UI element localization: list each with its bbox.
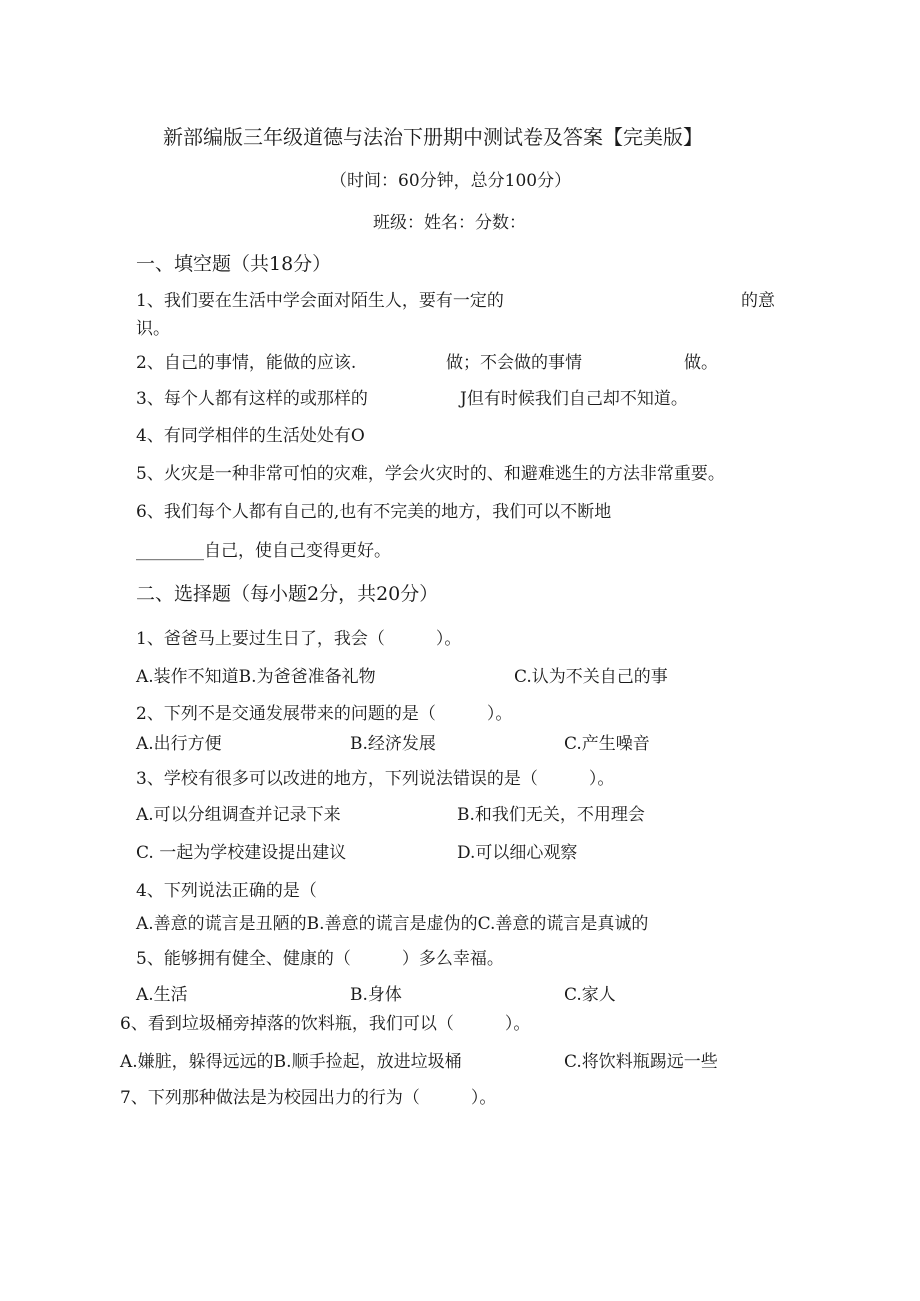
choice-q2-option-c: C.产生噪音 — [564, 734, 650, 754]
choice-q2: 2、下列不是交通发展带来的问题的是（ ）。 — [136, 704, 513, 724]
fill-q5: 5、火灾是一种非常可怕的灾难，学会火灾时的、和避难逃生的方法非常重要。 — [136, 464, 725, 484]
fill-q2-part2: 做；不会做的事情 — [446, 353, 582, 373]
fill-q3-part2: J但有时候我们自己却不知道。 — [460, 389, 688, 409]
choice-q3: 3、学校有很多可以改进的地方，下列说法错误的是（ ）。 — [136, 769, 615, 789]
fill-q6-part2: ________自己，使自己变得更好。 — [136, 541, 391, 561]
fill-q4: 4、有同学相伴的生活处处有O — [136, 426, 365, 446]
choice-q1: 1、爸爸马上要过生日了，我会（ ）。 — [136, 629, 462, 649]
fill-q2-part1: 2、自己的事情，能做的应该. — [136, 353, 357, 373]
choice-q2-option-b: B.经济发展 — [350, 734, 436, 754]
exam-time-info: （时间：60分钟，总分100分） — [330, 171, 572, 191]
choice-q5-option-a: A.生活 — [136, 985, 188, 1005]
fill-q1-part1: 1、我们要在生活中学会面对陌生人，要有一定的 — [136, 291, 504, 311]
choice-q1-options-ab: A.装作不知道B.为爸爸准备礼物 — [136, 667, 376, 687]
choice-q2-option-a: A.出行方便 — [136, 734, 222, 754]
fill-q1-part2: 的意 — [741, 291, 775, 311]
choice-q4: 4、下列说法正确的是（ — [136, 881, 317, 901]
choice-q6-options-ab: A.嫌脏，躲得远远的B.顺手捡起，放进垃圾桶 — [120, 1052, 462, 1072]
fill-q6-part1: 6、我们每个人都有自己的,也有不完美的地方，我们可以不断地 — [136, 502, 612, 522]
student-info-line: 班级：姓名：分数： — [373, 213, 526, 233]
choice-q1-option-c: C.认为不关自己的事 — [514, 667, 668, 687]
fill-q3-part1: 3、每个人都有这样的或那样的 — [136, 389, 368, 409]
choice-q3-option-b: B.和我们无关，不用理会 — [457, 805, 645, 825]
choice-q5-option-b: B.身体 — [350, 985, 402, 1005]
choice-q5: 5、能够拥有健全、健康的（ ）多么幸福。 — [136, 949, 504, 969]
choice-q6: 6、看到垃圾桶旁掉落的饮料瓶，我们可以（ ）。 — [120, 1014, 531, 1034]
choice-q4-options: A.善意的谎言是丑陋的B.善意的谎言是虚伪的C.善意的谎言是真诚的 — [136, 914, 649, 934]
choice-q6-option-c: C.将饮料瓶踢远一些 — [564, 1052, 718, 1072]
fill-q2-part3: 做。 — [684, 353, 718, 373]
choice-q3-option-d: D.可以细心观察 — [457, 843, 578, 863]
page-title: 新部编版三年级道德与法治下册期中测试卷及答案【完美版】 — [163, 125, 703, 149]
choice-q7: 7、下列那种做法是为校园出力的行为（ ）。 — [120, 1088, 497, 1108]
choice-q5-option-c: C.家人 — [564, 985, 616, 1005]
fill-q1-part3: 识。 — [136, 319, 170, 339]
choice-q3-option-a: A.可以分组调查并记录下来 — [136, 805, 341, 825]
section-heading-fill-blank: 一、填空题（共18分） — [136, 253, 332, 275]
choice-q3-option-c: C. 一起为学校建设提出建议 — [136, 843, 347, 863]
section-heading-choice: 二、选择题（每小题2分，共20分） — [136, 583, 439, 605]
